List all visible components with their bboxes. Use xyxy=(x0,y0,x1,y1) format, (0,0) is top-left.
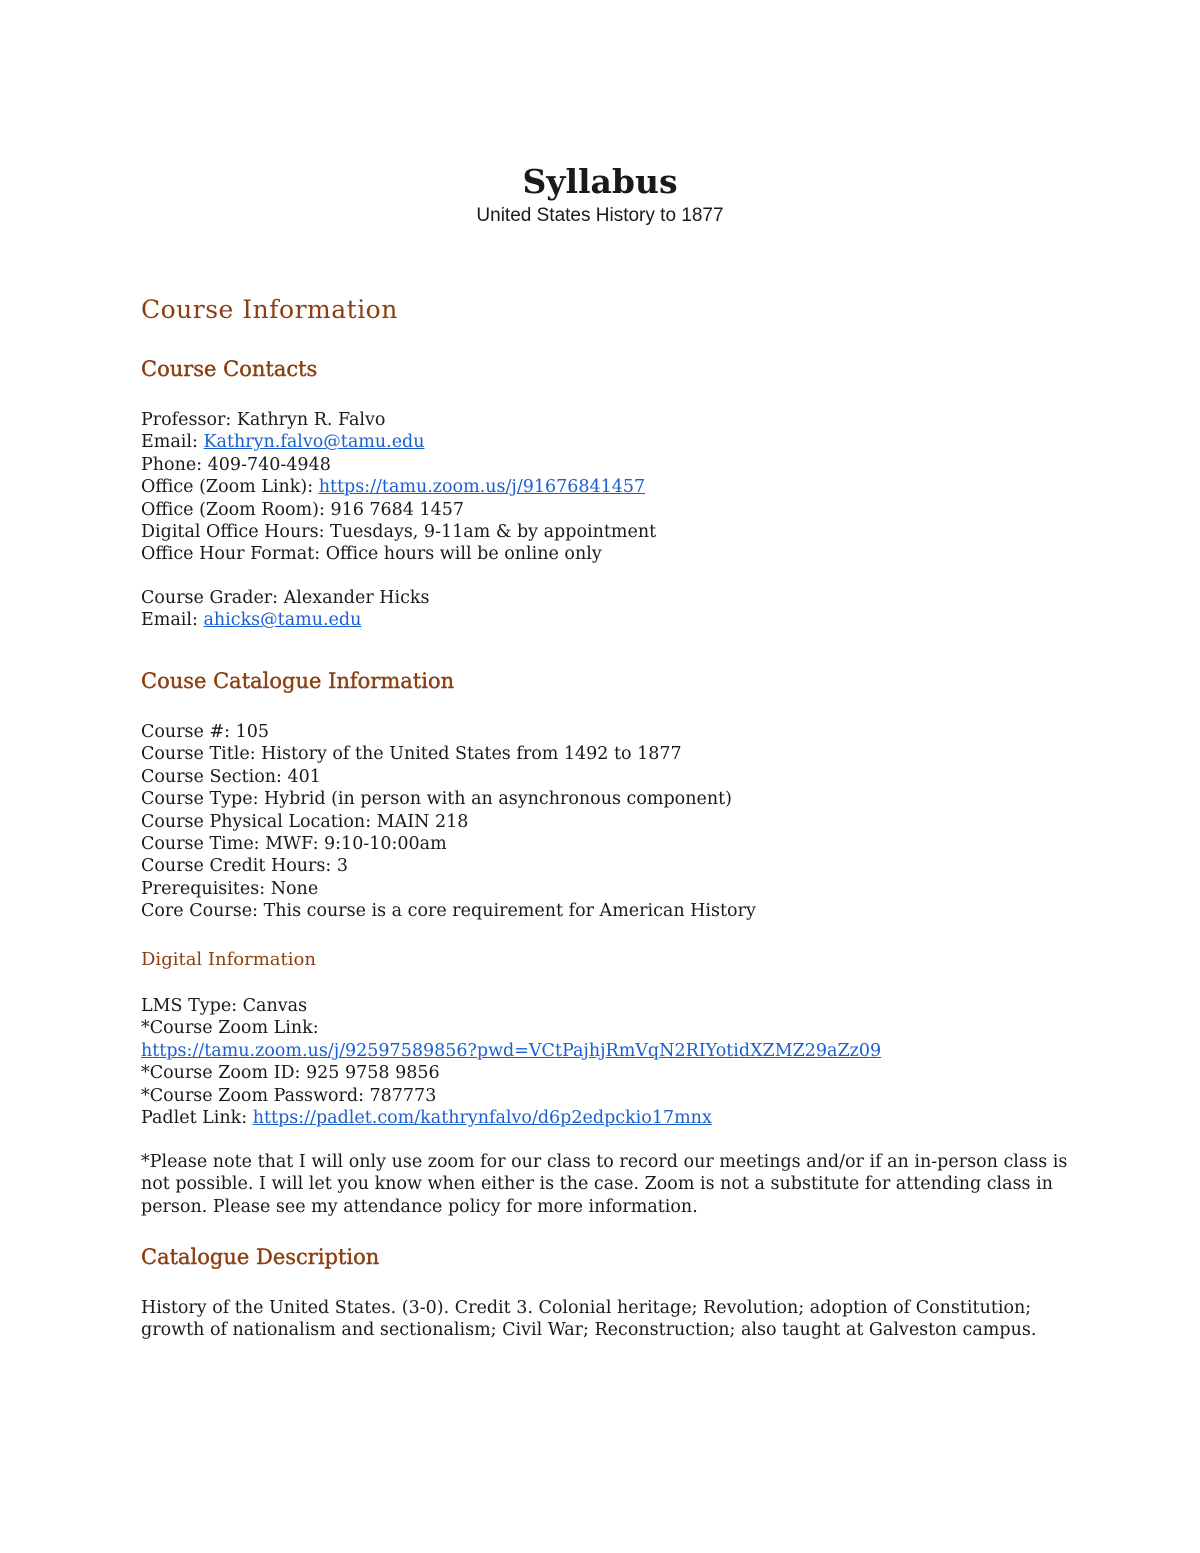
note-line: *Please note that I will only use zoom for our class to record our meetings and/or if an in-person class is xyxy=(141,1152,1068,1172)
description-line: growth of nationalism and sectionalism; Civil War; Reconstruction; also taught at Galveston campus. xyxy=(141,1320,1037,1341)
catalogue-information-block xyxy=(141,721,1061,923)
section-heading-course-information: Course Information xyxy=(141,295,398,324)
office-hour-format-line: Office Hour Format: Office hours will be online only xyxy=(141,544,602,565)
grader-line: Course Grader: Alexander Hicks xyxy=(141,588,430,608)
note-line: not possible. I will let you know when either is the case. Zoom is not a substitute for attending class in xyxy=(141,1174,1053,1195)
email-label: Email: xyxy=(141,432,204,453)
office-hours-line: Digital Office Hours: Tuesdays, 9-11am & by appointment xyxy=(141,522,657,543)
grader-block xyxy=(141,587,1061,632)
grader-email-link[interactable]: ahicks@tamu.edu xyxy=(203,610,362,631)
section-heading-catalogue-information: Couse Catalogue Information xyxy=(141,669,455,693)
padlet-link[interactable]: https://padlet.com/kathrynfalvo/d6p2edpckio17mnx xyxy=(252,1108,712,1129)
page-title: Syllabus xyxy=(522,162,678,201)
catalogue-line: Course Physical Location: MAIN 218 xyxy=(141,811,469,832)
office-zoom-link-label: Office (Zoom Link): xyxy=(141,477,319,498)
catalogue-line: Course Time: MWF: 9:10-10:00am xyxy=(141,834,447,855)
catalogue-line: Course Credit Hours: 3 xyxy=(141,856,348,877)
lms-line: LMS Type: Canvas xyxy=(141,996,308,1016)
office-zoom-room-line: Office (Zoom Room): 916 7684 1457 xyxy=(141,499,465,520)
catalogue-description-paragraph xyxy=(141,1297,1061,1342)
catalogue-line: Course #: 105 xyxy=(141,722,269,742)
description-line: History of the United States. (3-0). Credit 3. Colonial heritage; Revolution; adoption of Constitution; xyxy=(141,1298,1032,1318)
zoom-id-line: *Course Zoom ID: 925 9758 9856 xyxy=(141,1063,440,1084)
grader-email-line xyxy=(141,609,1061,631)
catalogue-line: Course Title: History of the United States from 1492 to 1877 xyxy=(141,744,682,765)
course-contacts-block xyxy=(141,409,1061,566)
zoom-link-label: *Course Zoom Link: xyxy=(141,1018,319,1039)
padlet-label: Padlet Link: xyxy=(141,1108,253,1129)
catalogue-line: Prerequisites: None xyxy=(141,878,319,899)
professor-email-link[interactable]: Kathryn.falvo@tamu.edu xyxy=(203,432,425,453)
zoom-note-paragraph xyxy=(141,1151,1068,1218)
digital-information-block xyxy=(141,995,1061,1129)
zoom-password-line: *Course Zoom Password: 787773 xyxy=(141,1085,437,1106)
professor-line: Professor: Kathryn R. Falvo xyxy=(141,410,386,430)
phone-line: Phone: 409-740-4948 xyxy=(141,454,331,475)
section-heading-digital-information: Digital Information xyxy=(141,949,316,970)
note-line: person. Please see my attendance policy for more information. xyxy=(141,1196,698,1217)
page-subtitle: United States History to 1877 xyxy=(476,205,724,226)
course-zoom-link[interactable]: https://tamu.zoom.us/j/92597589856?pwd=VCtPajhjRmVqN2RIYotidXZMZ29aZz09 xyxy=(141,1040,882,1061)
catalogue-line: Course Type: Hybrid (in person with an asynchronous component) xyxy=(141,789,732,810)
grader-email-label: Email: xyxy=(141,610,204,631)
catalogue-line: Course Section: 401 xyxy=(141,766,321,787)
section-heading-catalogue-description: Catalogue Description xyxy=(141,1245,380,1269)
padlet-line xyxy=(141,1107,1061,1129)
office-zoom-link-line xyxy=(141,476,1061,498)
office-zoom-link[interactable]: https://tamu.zoom.us/j/91676841457 xyxy=(318,477,646,498)
catalogue-line: Core Course: This course is a core requirement for American History xyxy=(141,901,756,922)
section-heading-course-contacts: Course Contacts xyxy=(141,357,318,381)
email-line xyxy=(141,431,1061,453)
